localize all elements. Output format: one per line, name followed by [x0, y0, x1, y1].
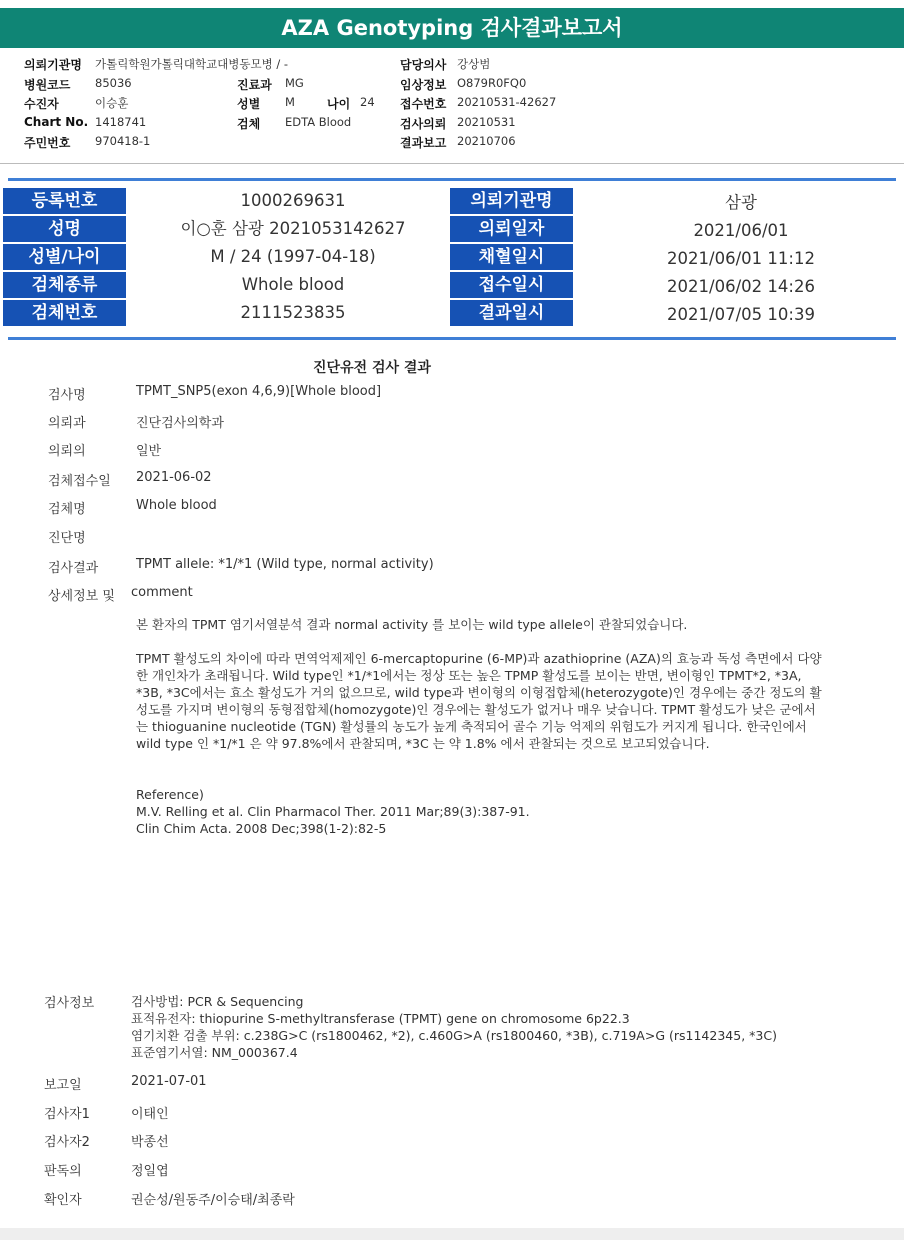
requesting-dept-label: 의뢰과: [48, 416, 86, 431]
hospital-code-value: 85036: [95, 76, 132, 90]
header-divider: [0, 163, 904, 164]
test-result-value: TPMT allele: *1/*1 (Wild type, normal activity): [136, 557, 434, 572]
doctor-label: 담당의사: [400, 58, 447, 72]
sex-label: 성별: [237, 97, 261, 111]
reference-block: [136, 786, 826, 837]
clinical-value: O879R0FQ0: [457, 76, 527, 90]
specimen-type-value: Whole blood: [241, 275, 345, 294]
test-info-label: 검사정보: [44, 996, 95, 1011]
sex-age-value: M / 24 (1997-04-18): [210, 247, 376, 266]
specimen-type-label: 검체종류: [3, 272, 126, 298]
receipt-label: 접수번호: [400, 97, 447, 111]
received-date-label: 검체접수일: [48, 474, 111, 489]
detail-label: 상세정보 및: [48, 589, 115, 604]
reference-item-2: Clin Chim Acta. 2008 Dec;398(1-2):82-5: [136, 821, 387, 836]
tester2-label: 검사자2: [44, 1135, 90, 1150]
result-time-label: 결과일시: [450, 300, 573, 326]
chart-label: Chart No.: [24, 115, 89, 129]
requesting-dept-value: 진단검사의학과: [136, 416, 224, 431]
request-label: 검사의뢰: [400, 117, 447, 131]
specimen-no-label: 검체번호: [3, 300, 126, 326]
reference-sequence: 표준염기서열: NM_000367.4: [131, 1045, 298, 1060]
confirm-label: 확인자: [44, 1193, 82, 1208]
sex-age-label: 성별/나이: [3, 244, 126, 270]
receipt-time-label: 접수일시: [450, 272, 573, 298]
patient-label: 수진자: [24, 97, 59, 111]
reg-no-label: 등록번호: [3, 188, 126, 214]
sex-value: M: [285, 95, 295, 109]
detection-sites: 염기치환 검출 부위: c.238G>C (rs1800462, *2), c.460G>A (rs1800460, *3B), c.719A>G (rs1142345, *3C): [131, 1028, 777, 1043]
report-title: AZA Genotyping 검사결과보고서: [0, 8, 904, 48]
tester1-value: 이태인: [131, 1107, 169, 1122]
patient-value: 이승훈: [95, 96, 129, 110]
institution-label: 의뢰기관명: [24, 58, 82, 72]
comment-label: comment: [131, 585, 193, 600]
diagnosis-label: 진단명: [48, 531, 86, 546]
test-info-block: [131, 993, 831, 1061]
collection-label: 채혈일시: [450, 244, 573, 270]
confirm-value: 권순성/원동주/이승태/최종락: [131, 1193, 295, 1208]
rrn-value: 970418-1: [95, 134, 151, 148]
chart-value: 1418741: [95, 115, 147, 129]
doctor-value: 강상범: [457, 57, 491, 71]
reference-title: Reference): [136, 787, 204, 802]
request-date-value: 2021/06/01: [693, 221, 789, 240]
request-value: 20210531: [457, 115, 516, 129]
report-date-value: 20210706: [457, 134, 516, 148]
reference-item-1: M.V. Relling et al. Clin Pharmacol Ther. 2011 Mar;89(3):387-91.: [136, 804, 530, 819]
report-header: [0, 52, 904, 152]
collection-value: 2021/06/01 11:12: [667, 249, 815, 268]
reader-label: 판독의: [44, 1164, 82, 1179]
tester1-label: 검사자1: [44, 1107, 90, 1122]
name-label: 성명: [3, 216, 126, 242]
dept-label: 진료과: [237, 78, 272, 92]
clinical-label: 임상정보: [400, 78, 447, 92]
specimen-name-label: 검체명: [48, 502, 86, 517]
tester2-value: 박종선: [131, 1135, 169, 1150]
requesting-doctor-label: 의뢰의: [48, 444, 86, 459]
patient-info-panel: [8, 178, 896, 340]
institution-value: 가톨릭학원가톨릭대학교대병동모병 / -: [95, 57, 289, 71]
received-date-value: 2021-06-02: [136, 470, 212, 485]
test-result-label: 검사결과: [48, 561, 99, 576]
comment-summary: [136, 616, 826, 633]
dept-value: MG: [285, 76, 304, 90]
reg-no-value: 1000269631: [240, 191, 346, 210]
result-time-value: 2021/07/05 10:39: [667, 305, 815, 324]
comment-summary-text: 본 환자의 TPMT 염기서열분석 결과 normal activity 를 보이는 wild type allele이 관찰되었습니다.: [136, 617, 688, 632]
specimen-label: 검체: [237, 117, 261, 131]
requesting-doctor-value: 일반: [136, 444, 162, 459]
test-name-label: 검사명: [48, 388, 86, 403]
report-date-footer-value: 2021-07-01: [131, 1074, 207, 1089]
report-date-label: 결과보고: [400, 136, 447, 150]
institution-name-label: 의뢰기관명: [450, 188, 573, 214]
age-label: 나이: [327, 97, 351, 111]
report-date-footer-label: 보고일: [44, 1078, 82, 1093]
target-gene: 표적유전자: thiopurine S-methyltransferase (TPMT) gene on chromosome 6p22.3: [131, 1011, 630, 1026]
specimen-name-value: Whole blood: [136, 498, 217, 513]
hospital-code-label: 병원코드: [24, 78, 71, 92]
receipt-time-value: 2021/06/02 14:26: [667, 277, 815, 296]
name-value: 이○훈 삼광 2021053142627: [180, 219, 406, 238]
specimen-value: EDTA Blood: [285, 115, 352, 129]
comment-detail: [136, 650, 826, 752]
rrn-label: 주민번호: [24, 136, 71, 150]
receipt-value: 20210531-42627: [457, 95, 557, 109]
reader-value: 정일엽: [131, 1164, 169, 1179]
bottom-strip: [0, 1228, 904, 1240]
age-value: 24: [360, 95, 375, 109]
test-name-value: TPMT_SNP5(exon 4,6,9)[Whole blood]: [136, 384, 382, 399]
comment-detail-text: TPMT 활성도의 차이에 따라 면역억제제인 6-mercaptopurine (6-MP)과 azathioprine (AZA)의 효능과 독성 측면에서 다양한 개인차가 초래됩니다. Wild type인 *1/*1에서는 정상 또는 높은 TPMP 활성도를 보이는 반면, 변이형인 TPMT*2, *3A, *3B, *3C에서는 효소 활성도가 거의 없으므로, wild type과 변이형의 이형접합체(heterozygote)인 경우에는 중간 정도의 활성도를 가지며 변이형의 동형접합체(homozygote)인 경우에는 활성도가 없거나 매우 낮습니다. TPMT 활성도가 낮은 군에서는 thioguanine nucleotide (TGN) 활성률의 농도가 높게 축적되어 골수 기능 억제의 위험도가 커지게 됩니다. 한국인에서 wild type 인 *1/*1 은 약 97.8%에서 관찰되며, *3C 는 약 1.8% 에서 관찰되는 것으로 보고되었습니다.: [136, 651, 822, 751]
specimen-no-value: 2111523835: [240, 303, 346, 322]
results-section-title: 진단유전 검사 결과: [313, 360, 431, 376]
test-method: 검사방법: PCR & Sequencing: [131, 994, 304, 1009]
institution-name-value: 삼광: [725, 193, 757, 212]
request-date-label: 의뢰일자: [450, 216, 573, 242]
